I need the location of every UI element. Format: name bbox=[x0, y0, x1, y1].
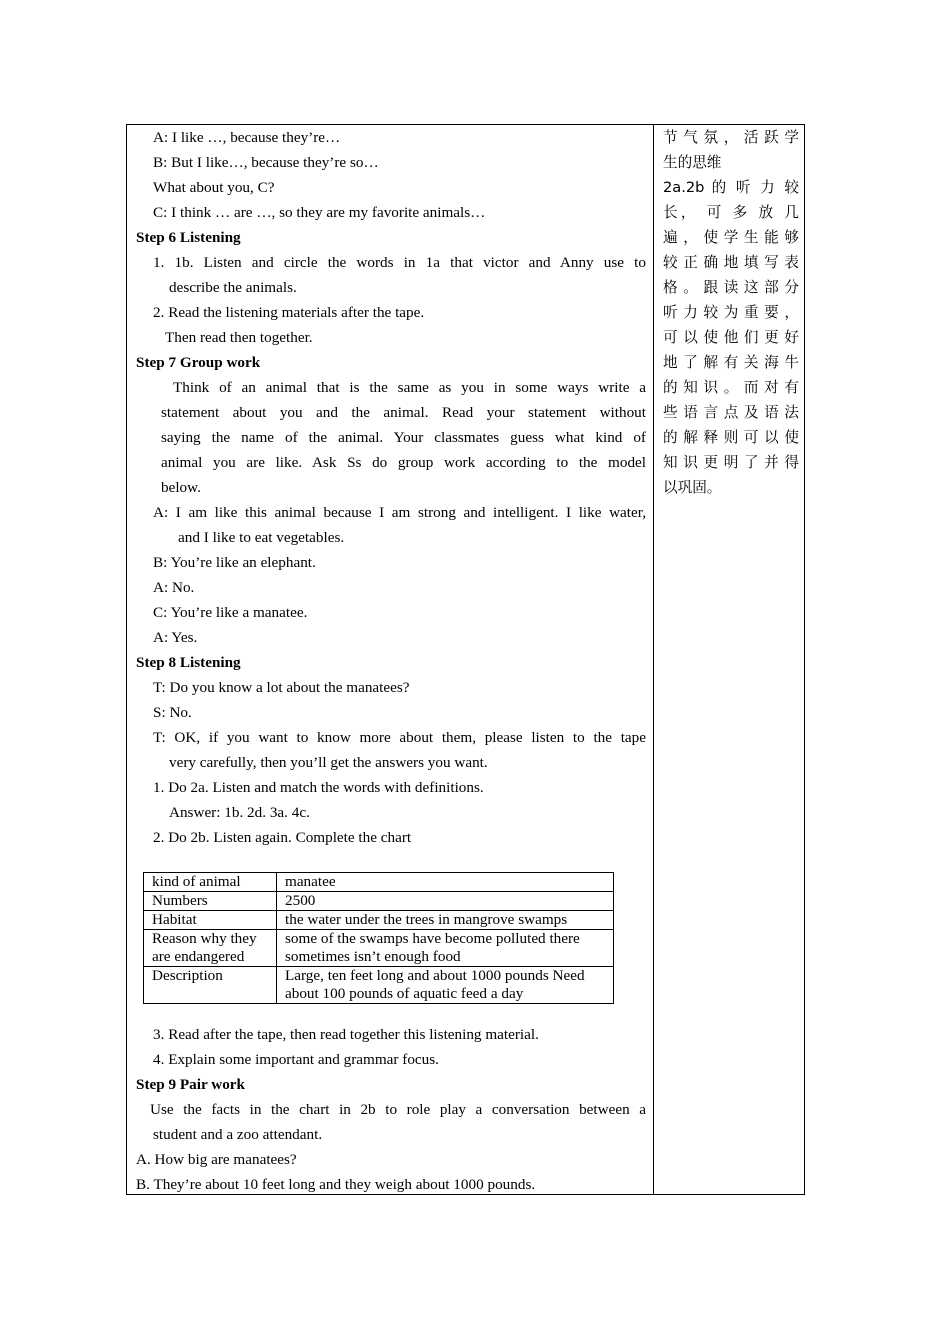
text-line: 1. Do 2a. Listen and match the words with definitions. bbox=[153, 779, 484, 796]
dialogue-line: T: Do you know a lot about the manatees? bbox=[153, 679, 410, 696]
note-line: 遍，使学生能够 bbox=[663, 229, 799, 246]
note-line: 长， 可 多 放 几 bbox=[663, 204, 799, 221]
dialogue-line: C: I think … are …, so they are my favorite animals… bbox=[153, 204, 486, 221]
table-row bbox=[144, 892, 614, 911]
text-line: animal you are like. Ask Ss do group work according to the model bbox=[161, 454, 646, 471]
table-row bbox=[144, 873, 614, 892]
dialogue-line: S: No. bbox=[153, 704, 192, 721]
note-line: 听力较为重要， bbox=[663, 304, 799, 321]
note-line: 的解释则可以使 bbox=[663, 429, 799, 446]
dialogue-line: A: I like …, because they’re… bbox=[153, 129, 341, 146]
lesson-plan-table bbox=[126, 124, 805, 1195]
text-line: describe the animals. bbox=[169, 279, 297, 296]
chart-label: Numbers bbox=[144, 892, 277, 911]
table-row bbox=[144, 911, 614, 930]
step-6-heading: Step 6 Listening bbox=[136, 229, 241, 246]
dialogue-line: B: But I like…, because they’re so… bbox=[153, 154, 379, 171]
dialogue-line: A: Yes. bbox=[153, 629, 198, 646]
note-line: 地了解有关海牛 bbox=[663, 354, 799, 371]
text-line: Think of an animal that is the same as you in some ways write a bbox=[173, 379, 646, 396]
text-line: 1. 1b. Listen and circle the words in 1a that victor and Anny use to bbox=[153, 254, 646, 271]
note-line: 可以使他们更好 bbox=[663, 329, 799, 346]
dialogue-line: T: OK, if you want to know more about them, please listen to the tape bbox=[153, 729, 646, 746]
chart-label: Habitat bbox=[144, 911, 277, 930]
table-row bbox=[144, 967, 614, 1004]
dialogue-line: B: You’re like an elephant. bbox=[153, 554, 316, 571]
chart-value: some of the swamps have become polluted there sometimes isn’t enough food bbox=[277, 930, 614, 967]
dialogue-line: A: No. bbox=[153, 579, 195, 596]
dialogue-line: A. How big are manatees? bbox=[136, 1151, 297, 1168]
note-line: 格。跟读这部分 bbox=[663, 279, 799, 296]
text-line: 3. Read after the tape, then read together this listening material. bbox=[153, 1026, 539, 1043]
column-divider bbox=[653, 125, 654, 1194]
dialogue-line: very carefully, then you’ll get the answers you want. bbox=[169, 754, 488, 771]
chart-value: Large, ten feet long and about 1000 pounds Need about 100 pounds of aquatic feed a day bbox=[277, 967, 614, 1004]
note-line: 些语言点及语法 bbox=[663, 404, 799, 421]
chart-value: the water under the trees in mangrove swamps bbox=[277, 911, 614, 930]
chart-value: 2500 bbox=[277, 892, 614, 911]
note-line: 知识更明了并得 bbox=[663, 454, 799, 471]
dialogue-line: C: You’re like a manatee. bbox=[153, 604, 308, 621]
text-line: student and a zoo attendant. bbox=[153, 1126, 323, 1143]
text-line: 4. Explain some important and grammar focus. bbox=[153, 1051, 439, 1068]
answer-line: Answer: 1b. 2d. 3a. 4c. bbox=[169, 804, 310, 821]
dialogue-line: B. They’re about 10 feet long and they weigh about 1000 pounds. bbox=[136, 1176, 536, 1193]
step-7-heading: Step 7 Group work bbox=[136, 354, 261, 371]
note-line: 2a.2b 的 听 力 较 bbox=[663, 179, 799, 196]
note-line: 节气氛，活跃学 bbox=[663, 129, 799, 146]
dialogue-line: What about you, C? bbox=[153, 179, 275, 196]
text-line: saying the name of the animal. Your classmates guess what kind of bbox=[161, 429, 646, 446]
chart-label: kind of animal bbox=[144, 873, 277, 892]
step-8-heading: Step 8 Listening bbox=[136, 654, 241, 671]
text-line: statement about you and the animal. Read your statement without bbox=[161, 404, 646, 421]
text-line: below. bbox=[161, 479, 201, 496]
note-line: 以巩固。 bbox=[663, 479, 722, 496]
chart-label: Reason why they are endangered bbox=[144, 930, 277, 967]
step-9-heading: Step 9 Pair work bbox=[136, 1076, 245, 1093]
table-row bbox=[144, 930, 614, 967]
text-line: 2. Do 2b. Listen again. Complete the chart bbox=[153, 829, 412, 846]
text-line: 2. Read the listening materials after the tape. bbox=[153, 304, 425, 321]
text-line: Use the facts in the chart in 2b to role play a conversation between a bbox=[150, 1101, 646, 1118]
chart-value: manatee bbox=[277, 873, 614, 892]
dialogue-line: and I like to eat vegetables. bbox=[178, 529, 345, 546]
note-line: 较正确地填写表 bbox=[663, 254, 799, 271]
manatee-chart bbox=[143, 872, 614, 1004]
note-line: 生的思维 bbox=[663, 154, 722, 171]
note-line: 的知识。而对有 bbox=[663, 379, 799, 396]
dialogue-line: A: I am like this animal because I am strong and intelligent. I like water, bbox=[153, 504, 646, 521]
chart-label: Description bbox=[144, 967, 277, 1004]
text-line: Then read then together. bbox=[165, 329, 313, 346]
